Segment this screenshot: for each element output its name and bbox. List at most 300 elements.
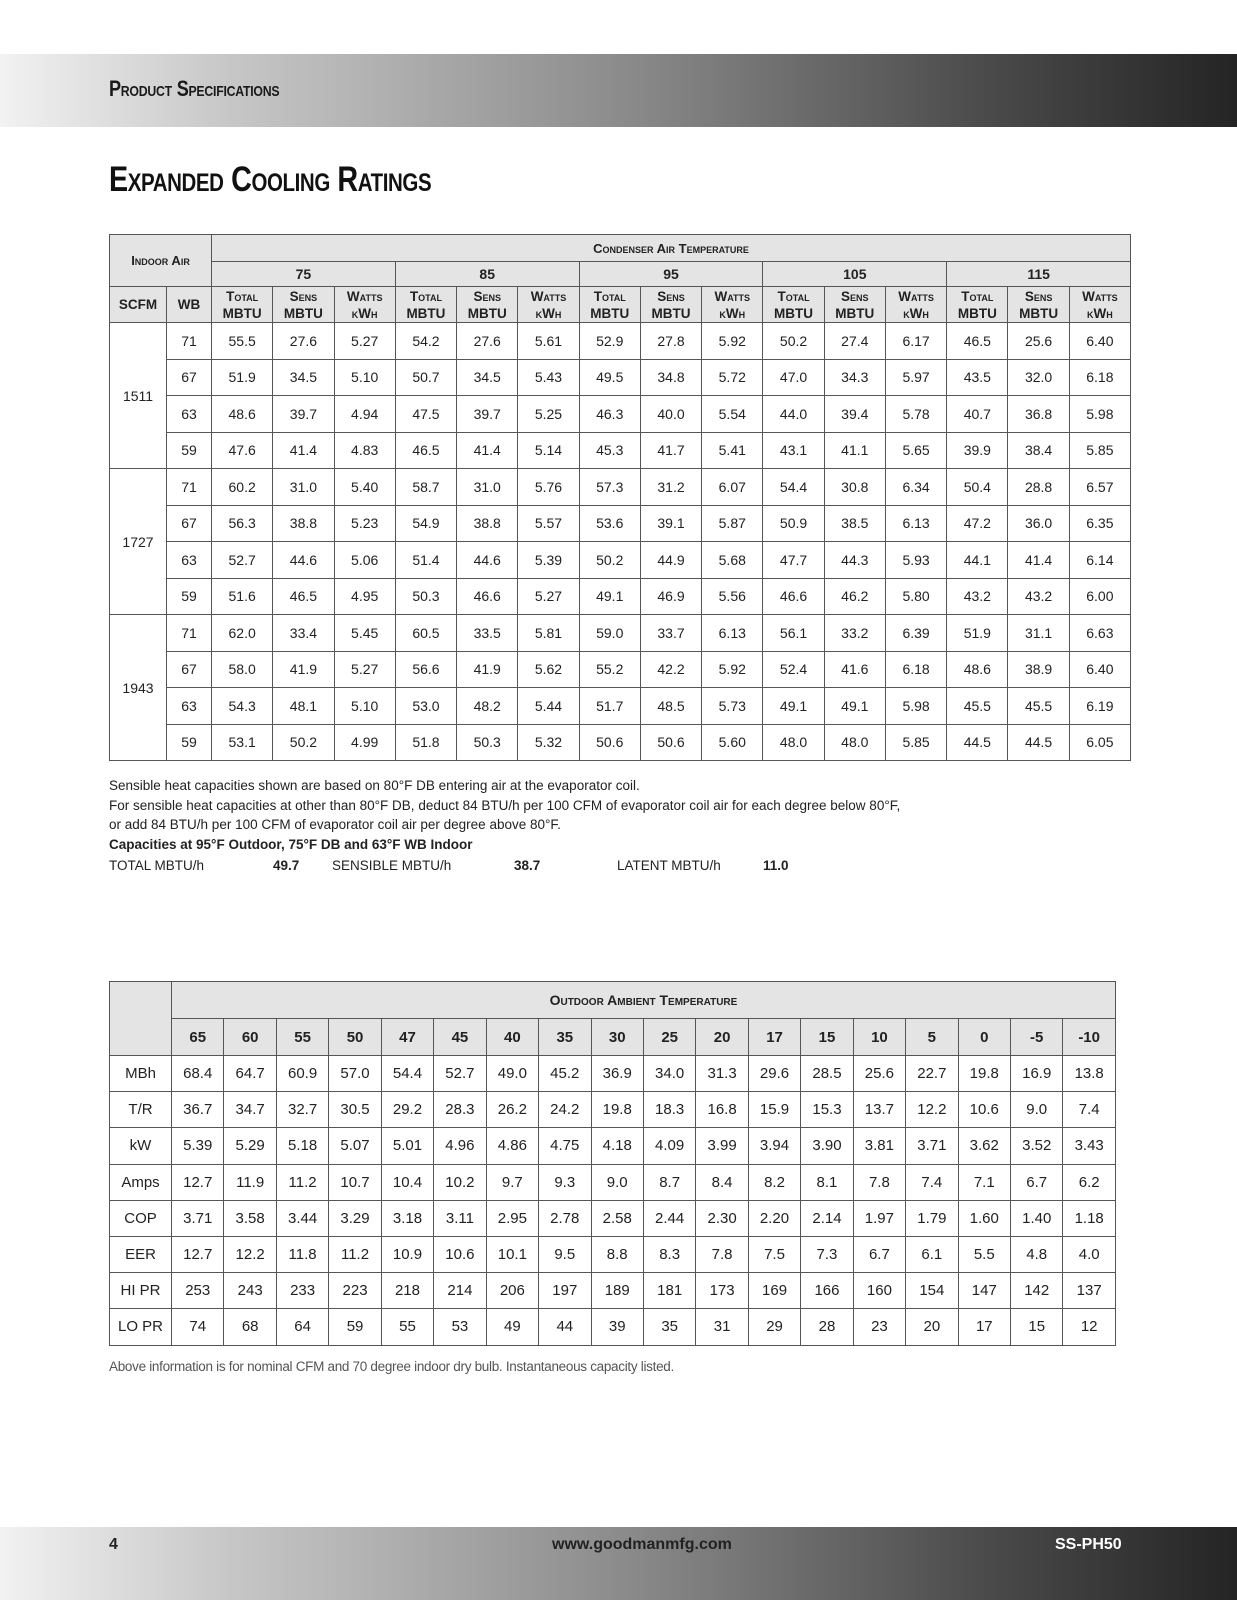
value-cell: 49 xyxy=(486,1309,538,1345)
total-mbtu-header xyxy=(579,287,640,323)
value-cell: 60.9 xyxy=(276,1056,328,1092)
value-cell: 5.98 xyxy=(885,688,946,725)
value-cell: 6.17 xyxy=(885,323,946,360)
table-row xyxy=(110,432,1131,469)
value-cell: 31.1 xyxy=(1008,615,1069,652)
value-cell: 47.6 xyxy=(212,432,273,469)
row-label: EER xyxy=(110,1236,172,1272)
value-cell: 5.27 xyxy=(334,651,395,688)
value-cell: 40.0 xyxy=(640,396,701,433)
value-cell: 7.5 xyxy=(748,1236,800,1272)
value-cell: 5.57 xyxy=(518,505,579,542)
latent-mbtu-value: 11.0 xyxy=(763,858,789,873)
value-cell: 2.30 xyxy=(696,1200,748,1236)
value-cell: 9.5 xyxy=(539,1236,591,1272)
value-cell: 5.27 xyxy=(518,578,579,615)
value-cell: 68 xyxy=(224,1309,276,1345)
wb-cell: 63 xyxy=(167,396,212,433)
value-cell: 44.0 xyxy=(763,396,824,433)
outdoor-temp-10: 10 xyxy=(853,1019,905,1056)
value-cell: 4.0 xyxy=(1063,1236,1115,1272)
value-cell: 9.7 xyxy=(486,1164,538,1200)
row-label: LO PR xyxy=(110,1309,172,1345)
value-cell: 233 xyxy=(276,1273,328,1309)
table-row xyxy=(110,1309,1116,1345)
value-cell: 5.98 xyxy=(1069,396,1130,433)
value-cell: 5.10 xyxy=(334,359,395,396)
value-cell: 5.78 xyxy=(885,396,946,433)
value-cell: 33.4 xyxy=(273,615,334,652)
value-cell: 50.4 xyxy=(947,469,1008,506)
total-mbtu-header-line1: Total xyxy=(409,288,442,304)
outdoor-temp-5: 5 xyxy=(906,1019,958,1056)
value-cell: 5.92 xyxy=(702,323,763,360)
value-cell: 5.85 xyxy=(885,724,946,761)
value-cell: 7.4 xyxy=(1063,1092,1115,1128)
value-cell: 4.8 xyxy=(1011,1236,1063,1272)
value-cell: 147 xyxy=(958,1273,1010,1309)
value-cell: 7.1 xyxy=(958,1164,1010,1200)
value-cell: 38.4 xyxy=(1008,432,1069,469)
value-cell: 54.3 xyxy=(212,688,273,725)
value-cell: 44.9 xyxy=(640,542,701,579)
value-cell: 4.75 xyxy=(539,1128,591,1164)
value-cell: 4.96 xyxy=(434,1128,486,1164)
wb-cell: 67 xyxy=(167,359,212,396)
value-cell: 33.5 xyxy=(457,615,518,652)
value-cell: 154 xyxy=(906,1273,958,1309)
wb-cell: 59 xyxy=(167,724,212,761)
value-cell: 4.95 xyxy=(334,578,395,615)
row-label: kW xyxy=(110,1128,172,1164)
total-mbtu-header-line2: MBTU xyxy=(406,305,446,321)
total-mbtu-header xyxy=(763,287,824,323)
value-cell: 41.9 xyxy=(457,651,518,688)
value-cell: 47.0 xyxy=(763,359,824,396)
value-cell: 34.5 xyxy=(457,359,518,396)
sens-mbtu-header-line2: MBTU xyxy=(467,305,507,321)
table-row xyxy=(110,542,1131,579)
wb-cell: 71 xyxy=(167,469,212,506)
value-cell: 6.40 xyxy=(1069,651,1130,688)
sens-mbtu-header xyxy=(457,287,518,323)
value-cell: 38.8 xyxy=(273,505,334,542)
value-cell: 45.3 xyxy=(579,432,640,469)
sens-mbtu-header xyxy=(273,287,334,323)
table-row xyxy=(110,1092,1116,1128)
value-cell: 49.1 xyxy=(763,688,824,725)
value-cell: 32.7 xyxy=(276,1092,328,1128)
sens-mbtu-header-line1: Sens xyxy=(473,288,501,304)
scfm-header: SCFM xyxy=(110,287,167,323)
value-cell: 18.3 xyxy=(643,1092,695,1128)
value-cell: 43.5 xyxy=(947,359,1008,396)
outdoor-temp-header: Outdoor Ambient Temperature xyxy=(172,982,1116,1019)
outdoor-temp-0: 0 xyxy=(958,1019,1010,1056)
value-cell: 44.3 xyxy=(824,542,885,579)
value-cell: 5.61 xyxy=(518,323,579,360)
value-cell: 43.2 xyxy=(1008,578,1069,615)
value-cell: 53.6 xyxy=(579,505,640,542)
value-cell: 11.2 xyxy=(329,1236,381,1272)
value-cell: 19.8 xyxy=(958,1056,1010,1092)
value-cell: 5.68 xyxy=(702,542,763,579)
value-cell: 5.39 xyxy=(518,542,579,579)
value-cell: 3.62 xyxy=(958,1128,1010,1164)
value-cell: 5.97 xyxy=(885,359,946,396)
value-cell: 62.0 xyxy=(212,615,273,652)
value-cell: 5.72 xyxy=(702,359,763,396)
table-row xyxy=(110,724,1131,761)
latent-mbtu-label: LATENT MBTU/h xyxy=(617,858,721,873)
value-cell: 6.63 xyxy=(1069,615,1130,652)
indoor-air-header: Indoor Air xyxy=(110,235,212,287)
row-label: T/R xyxy=(110,1092,172,1128)
value-cell: 36.8 xyxy=(1008,396,1069,433)
value-cell: 38.8 xyxy=(457,505,518,542)
value-cell: 214 xyxy=(434,1273,486,1309)
scfm-cell: 1727 xyxy=(110,469,167,615)
value-cell: 56.6 xyxy=(395,651,456,688)
value-cell: 36.7 xyxy=(172,1092,224,1128)
condenser-temp-header: Condenser Air Temperature xyxy=(212,235,1131,262)
value-cell: 5.40 xyxy=(334,469,395,506)
value-cell: 38.5 xyxy=(824,505,885,542)
value-cell: 27.8 xyxy=(640,323,701,360)
value-cell: 54.4 xyxy=(381,1056,433,1092)
watts-kwh-header xyxy=(1069,287,1130,323)
value-cell: 60.2 xyxy=(212,469,273,506)
value-cell: 160 xyxy=(853,1273,905,1309)
condenser-temp-95: 95 xyxy=(579,262,763,287)
value-cell: 5.92 xyxy=(702,651,763,688)
value-cell: 4.09 xyxy=(643,1128,695,1164)
outdoor-temp--10: -10 xyxy=(1063,1019,1115,1056)
value-cell: 28.3 xyxy=(434,1092,486,1128)
value-cell: 34.8 xyxy=(640,359,701,396)
value-cell: 11.8 xyxy=(276,1236,328,1272)
heating-performance-table xyxy=(109,981,1116,1346)
value-cell: 3.71 xyxy=(906,1128,958,1164)
value-cell: 9.0 xyxy=(1011,1092,1063,1128)
value-cell: 173 xyxy=(696,1273,748,1309)
value-cell: 6.34 xyxy=(885,469,946,506)
value-cell: 39.1 xyxy=(640,505,701,542)
value-cell: 5.76 xyxy=(518,469,579,506)
value-cell: 5.41 xyxy=(702,432,763,469)
value-cell: 6.18 xyxy=(885,651,946,688)
value-cell: 48.6 xyxy=(947,651,1008,688)
value-cell: 5.56 xyxy=(702,578,763,615)
value-cell: 51.6 xyxy=(212,578,273,615)
value-cell: 54.9 xyxy=(395,505,456,542)
value-cell: 243 xyxy=(224,1273,276,1309)
value-cell: 12 xyxy=(1063,1309,1115,1345)
value-cell: 28.8 xyxy=(1008,469,1069,506)
wb-cell: 59 xyxy=(167,578,212,615)
value-cell: 58.7 xyxy=(395,469,456,506)
value-cell: 6.14 xyxy=(1069,542,1130,579)
outdoor-temp-35: 35 xyxy=(539,1019,591,1056)
sens-mbtu-header xyxy=(824,287,885,323)
value-cell: 197 xyxy=(539,1273,591,1309)
total-mbtu-header-line1: Total xyxy=(593,288,626,304)
value-cell: 5.54 xyxy=(702,396,763,433)
value-cell: 57.3 xyxy=(579,469,640,506)
value-cell: 7.8 xyxy=(853,1164,905,1200)
value-cell: 10.7 xyxy=(329,1164,381,1200)
value-cell: 5.45 xyxy=(334,615,395,652)
value-cell: 41.7 xyxy=(640,432,701,469)
row-label: MBh xyxy=(110,1056,172,1092)
value-cell: 1.60 xyxy=(958,1200,1010,1236)
value-cell: 20 xyxy=(906,1309,958,1345)
value-cell: 28.5 xyxy=(801,1056,853,1092)
value-cell: 31.2 xyxy=(640,469,701,506)
table-row xyxy=(110,1164,1116,1200)
note-line: Sensible heat capacities shown are based on 80°F DB entering air at the evaporator coil. xyxy=(109,778,640,793)
value-cell: 40.7 xyxy=(947,396,1008,433)
value-cell: 6.19 xyxy=(1069,688,1130,725)
condenser-temp-75: 75 xyxy=(212,262,396,287)
value-cell: 5.93 xyxy=(885,542,946,579)
value-cell: 31 xyxy=(696,1309,748,1345)
value-cell: 29 xyxy=(748,1309,800,1345)
value-cell: 2.78 xyxy=(539,1200,591,1236)
value-cell: 3.18 xyxy=(381,1200,433,1236)
watts-kwh-header-line2: kWh xyxy=(351,305,378,321)
value-cell: 3.71 xyxy=(172,1200,224,1236)
total-mbtu-header xyxy=(395,287,456,323)
value-cell: 50.3 xyxy=(395,578,456,615)
value-cell: 46.6 xyxy=(457,578,518,615)
value-cell: 15 xyxy=(1011,1309,1063,1345)
value-cell: 2.20 xyxy=(748,1200,800,1236)
value-cell: 30.8 xyxy=(824,469,885,506)
sens-mbtu-header-line1: Sens xyxy=(289,288,318,304)
value-cell: 5.23 xyxy=(334,505,395,542)
value-cell: 13.7 xyxy=(853,1092,905,1128)
sens-mbtu-header-line2: MBTU xyxy=(835,305,875,321)
value-cell: 6.00 xyxy=(1069,578,1130,615)
value-cell: 55.2 xyxy=(579,651,640,688)
value-cell: 6.13 xyxy=(702,615,763,652)
value-cell: 7.3 xyxy=(801,1236,853,1272)
value-cell: 2.14 xyxy=(801,1200,853,1236)
value-cell: 6.13 xyxy=(885,505,946,542)
sens-mbtu-header-line1: Sens xyxy=(657,288,685,304)
value-cell: 3.52 xyxy=(1011,1128,1063,1164)
value-cell: 56.3 xyxy=(212,505,273,542)
value-cell: 48.6 xyxy=(212,396,273,433)
value-cell: 8.4 xyxy=(696,1164,748,1200)
value-cell: 44.6 xyxy=(457,542,518,579)
page-number: 4 xyxy=(109,1536,118,1553)
total-mbtu-header xyxy=(212,287,273,323)
value-cell: 51.9 xyxy=(947,615,1008,652)
value-cell: 29.2 xyxy=(381,1092,433,1128)
sens-mbtu-header xyxy=(1008,287,1069,323)
value-cell: 46.5 xyxy=(947,323,1008,360)
value-cell: 6.1 xyxy=(906,1236,958,1272)
value-cell: 6.35 xyxy=(1069,505,1130,542)
value-cell: 55.5 xyxy=(212,323,273,360)
value-cell: 6.39 xyxy=(885,615,946,652)
value-cell: 36.0 xyxy=(1008,505,1069,542)
total-mbtu-header-line2: MBTU xyxy=(590,305,630,321)
value-cell: 206 xyxy=(486,1273,538,1309)
outdoor-temp-15: 15 xyxy=(801,1019,853,1056)
outdoor-temp-40: 40 xyxy=(486,1019,538,1056)
value-cell: 54.2 xyxy=(395,323,456,360)
corner-cell xyxy=(110,982,172,1056)
outdoor-temp--5: -5 xyxy=(1011,1019,1063,1056)
watts-kwh-header-line2: kWh xyxy=(535,305,562,321)
value-cell: 43.2 xyxy=(947,578,1008,615)
value-cell: 5.06 xyxy=(334,542,395,579)
condenser-temp-115: 115 xyxy=(947,262,1131,287)
wb-cell: 71 xyxy=(167,615,212,652)
value-cell: 223 xyxy=(329,1273,381,1309)
value-cell: 7.4 xyxy=(906,1164,958,1200)
watts-kwh-header-line2: kWh xyxy=(903,305,929,321)
value-cell: 166 xyxy=(801,1273,853,1309)
table-row xyxy=(110,688,1131,725)
value-cell: 4.83 xyxy=(334,432,395,469)
watts-kwh-header-line1: Watts xyxy=(530,288,567,304)
value-cell: 4.86 xyxy=(486,1128,538,1164)
value-cell: 34.0 xyxy=(643,1056,695,1092)
table-row xyxy=(110,396,1131,433)
total-mbtu-label: TOTAL MBTU/h xyxy=(109,858,205,873)
value-cell: 15.3 xyxy=(801,1092,853,1128)
sens-mbtu-header-line1: Sens xyxy=(841,288,869,304)
outdoor-temp-50: 50 xyxy=(329,1019,381,1056)
table-row xyxy=(110,1200,1116,1236)
value-cell: 11.2 xyxy=(276,1164,328,1200)
value-cell: 30.5 xyxy=(329,1092,381,1128)
value-cell: 64 xyxy=(276,1309,328,1345)
value-cell: 41.4 xyxy=(457,432,518,469)
website-link[interactable]: www.goodmanmfg.com xyxy=(552,1536,732,1553)
table-row xyxy=(110,323,1131,360)
value-cell: 27.6 xyxy=(457,323,518,360)
value-cell: 5.27 xyxy=(334,323,395,360)
value-cell: 52.7 xyxy=(434,1056,486,1092)
value-cell: 50.2 xyxy=(273,724,334,761)
row-label: Amps xyxy=(110,1164,172,1200)
value-cell: 46.5 xyxy=(395,432,456,469)
value-cell: 36.9 xyxy=(591,1056,643,1092)
page-title: Expanded Cooling Ratings xyxy=(109,160,432,199)
table-row xyxy=(110,615,1131,652)
value-cell: 4.99 xyxy=(334,724,395,761)
value-cell: 5.85 xyxy=(1069,432,1130,469)
value-cell: 41.1 xyxy=(824,432,885,469)
value-cell: 50.3 xyxy=(457,724,518,761)
value-cell: 35 xyxy=(643,1309,695,1345)
value-cell: 58.0 xyxy=(212,651,273,688)
sens-mbtu-header-line2: MBTU xyxy=(1019,305,1059,321)
value-cell: 44.5 xyxy=(1008,724,1069,761)
value-cell: 12.2 xyxy=(906,1092,958,1128)
watts-kwh-header xyxy=(334,287,395,323)
value-cell: 44.5 xyxy=(947,724,1008,761)
wb-header: WB xyxy=(167,287,212,323)
value-cell: 53.0 xyxy=(395,688,456,725)
value-cell: 50.2 xyxy=(579,542,640,579)
condenser-temp-85: 85 xyxy=(395,262,579,287)
sens-mbtu-header-line2: MBTU xyxy=(283,305,323,321)
watts-kwh-header xyxy=(885,287,946,323)
value-cell: 5.65 xyxy=(885,432,946,469)
value-cell: 12.7 xyxy=(172,1164,224,1200)
section-title: Product Specifications xyxy=(109,76,280,101)
value-cell: 68.4 xyxy=(172,1056,224,1092)
value-cell: 47.7 xyxy=(763,542,824,579)
value-cell: 3.94 xyxy=(748,1128,800,1164)
value-cell: 44.6 xyxy=(273,542,334,579)
value-cell: 50.9 xyxy=(763,505,824,542)
value-cell: 10.4 xyxy=(381,1164,433,1200)
value-cell: 181 xyxy=(643,1273,695,1309)
value-cell: 5.18 xyxy=(276,1128,328,1164)
value-cell: 60.5 xyxy=(395,615,456,652)
value-cell: 2.95 xyxy=(486,1200,538,1236)
watts-kwh-header xyxy=(518,287,579,323)
table-row xyxy=(110,469,1131,506)
value-cell: 26.2 xyxy=(486,1092,538,1128)
value-cell: 49.1 xyxy=(824,688,885,725)
value-cell: 22.7 xyxy=(906,1056,958,1092)
watts-kwh-header-line1: Watts xyxy=(346,288,383,304)
value-cell: 5.43 xyxy=(518,359,579,396)
value-cell: 5.25 xyxy=(518,396,579,433)
value-cell: 189 xyxy=(591,1273,643,1309)
value-cell: 12.2 xyxy=(224,1236,276,1272)
value-cell: 41.6 xyxy=(824,651,885,688)
value-cell: 53.1 xyxy=(212,724,273,761)
value-cell: 50.7 xyxy=(395,359,456,396)
value-cell: 34.5 xyxy=(273,359,334,396)
value-cell: 3.29 xyxy=(329,1200,381,1236)
condenser-temp-105: 105 xyxy=(763,262,947,287)
value-cell: 5.73 xyxy=(702,688,763,725)
value-cell: 6.2 xyxy=(1063,1164,1115,1200)
value-cell: 45.5 xyxy=(947,688,1008,725)
value-cell: 137 xyxy=(1063,1273,1115,1309)
value-cell: 2.44 xyxy=(643,1200,695,1236)
row-label: HI PR xyxy=(110,1273,172,1309)
capacities-heading: Capacities at 95°F Outdoor, 75°F DB and 63°F WB Indoor xyxy=(109,836,473,852)
value-cell: 51.8 xyxy=(395,724,456,761)
value-cell: 59 xyxy=(329,1309,381,1345)
value-cell: 6.07 xyxy=(702,469,763,506)
value-cell: 8.2 xyxy=(748,1164,800,1200)
total-mbtu-header-line2: MBTU xyxy=(957,305,997,321)
value-cell: 5.01 xyxy=(381,1128,433,1164)
value-cell: 8.1 xyxy=(801,1164,853,1200)
value-cell: 6.57 xyxy=(1069,469,1130,506)
value-cell: 24.2 xyxy=(539,1092,591,1128)
value-cell: 3.44 xyxy=(276,1200,328,1236)
total-mbtu-header xyxy=(947,287,1008,323)
table-row xyxy=(110,1273,1116,1309)
outdoor-temp-25: 25 xyxy=(643,1019,695,1056)
value-cell: 6.18 xyxy=(1069,359,1130,396)
value-cell: 253 xyxy=(172,1273,224,1309)
value-cell: 50.6 xyxy=(640,724,701,761)
